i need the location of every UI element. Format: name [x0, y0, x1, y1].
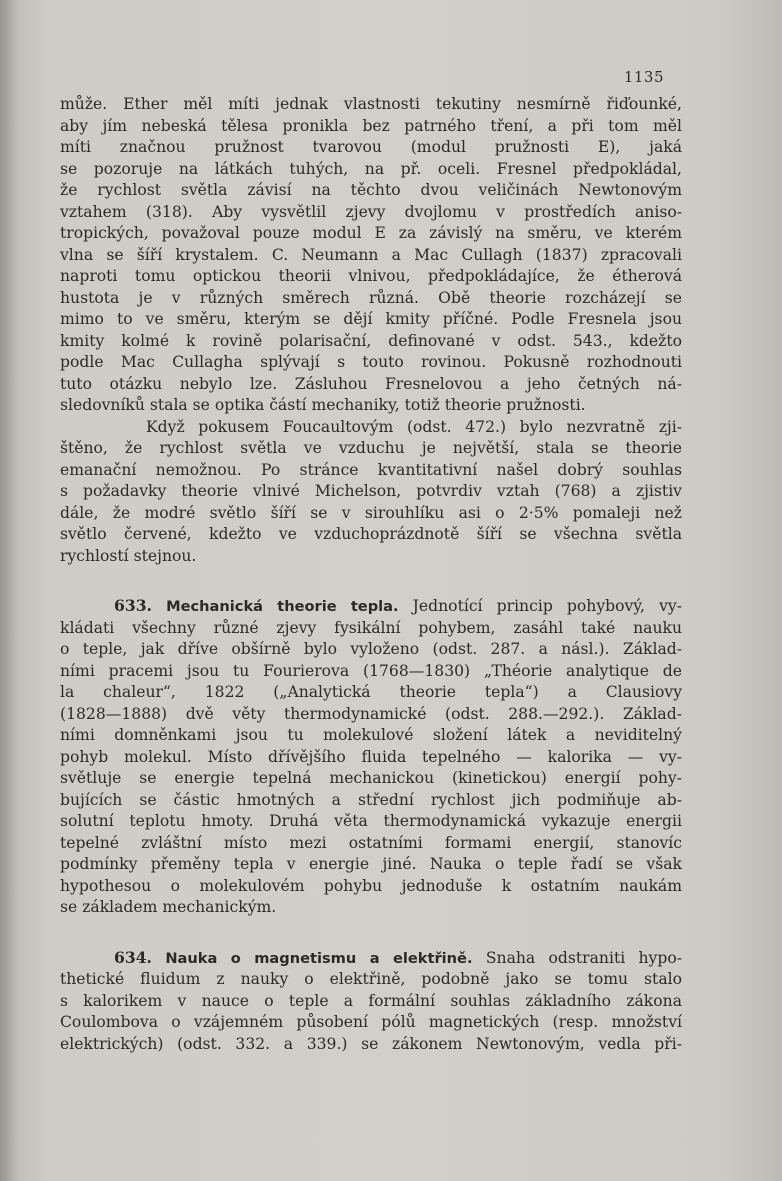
text-line: tuto otázku nebylo lze. Zásluhou Fresnelovou a jeho četných ná-: [60, 374, 682, 393]
text-line: Když pokusem Foucaultovým (odst. 472.) bylo nezvratně zji-: [146, 417, 682, 436]
section-number: 634.: [114, 947, 152, 967]
text-line: že rychlost světla závisí na těchto dvou veličinách Newtonovým: [60, 181, 682, 199]
text-line: pohyb molekul. Místo dřívějšího fluida tepelného — kalorika — vy-: [60, 747, 682, 766]
page-number: 1135: [623, 68, 664, 86]
text-line: hustota je v různých směrech různá. Obě theorie rozcházejí se: [60, 288, 682, 307]
text-line: rychlostí stejnou.: [60, 546, 197, 565]
text-line: kmity kolmé k rovině polarisační, definované v odst. 543., kdežto: [60, 331, 682, 350]
section-heading-line: [60, 947, 682, 970]
text-line: může. Ether měl míti jednak vlastnosti tekutiny nesmírně řiďounké,: [60, 95, 682, 113]
text-line: la chaleur“, 1822 („Analytická theorie tepla“) a Clausiovy: [60, 683, 682, 701]
text-line: s požadavky theorie vlnivé Michelson, potvrdiv vztah (768) a zjistiv: [60, 482, 682, 500]
text-line: ními pracemi jsou tu Fourierova (1768—1830) „Théorie analytique de: [60, 661, 682, 680]
text-line: štěno, že rychlost světla ve vzduchu je největší, stala se theorie: [60, 439, 682, 457]
text-line: Snaha odstraniti hypo-: [485, 948, 683, 967]
section-number: 633.: [114, 596, 152, 615]
page-body: [60, 94, 682, 1055]
text-line: o teple, jak dříve obšírně bylo vyloženo (odst. 287. a násl.). Základ-: [60, 640, 682, 658]
text-line: vlna se šíří krystalem. C. Neumann a Mac Cullagh (1837) zpracovali: [60, 245, 682, 264]
paragraph-ether: [60, 94, 682, 417]
text-line: thetické fluidum z nauky o elektřině, podobně jako se tomu stalo: [60, 970, 682, 988]
text-line: mimo to ve směru, kterým se dějí kmity příčné. Podle Fresnela jsou: [60, 310, 682, 328]
section-title: Nauka o magnetismu a elektřině.: [165, 949, 473, 967]
text-line: aby jím nebeská tělesa pronikla bez patrného tření, a při tom měl: [60, 116, 682, 135]
text-line: emanační nemožnou. Po stránce kvantitativní našel dobrý souhlas: [60, 460, 682, 479]
text-line: podmínky přeměny tepla v energie jiné. Nauka o teple řadí se však: [60, 855, 682, 873]
text-line: vztahem (318). Aby vysvětlil zjevy dvojlomu v prostředích aniso-: [60, 202, 682, 221]
text-line: ními domněnkami jsou tu molekulové složení látek a neviditelný: [60, 726, 682, 744]
text-line: dále, že modré světlo šíří se v sirouhlíku asi o 2·5% pomaleji než: [60, 503, 682, 522]
text-line: s kalorikem v nauce o teple a formální souhlas základního zákona: [60, 991, 682, 1010]
text-line: sledovníků stala se optika částí mechaniky, totiž theorie pružnosti.: [60, 396, 586, 414]
text-line: míti značnou pružnost tvarovou (modul pružnosti E), jaká: [60, 138, 682, 156]
text-line: podle Mac Cullagha splývají s touto rovinou. Pokusně rozhodnouti: [60, 353, 682, 371]
text-line: se základem mechanickým.: [60, 898, 277, 916]
text-line: hypothesou o molekulovém pohybu jednoduše k ostatním naukám: [60, 876, 682, 895]
text-line: (1828—1888) dvě věty thermodynamické (odst. 288.—292.). Základ-: [60, 704, 682, 723]
section-634: [60, 947, 682, 1056]
text-line: kládati všechny různé zjevy fysikální pohybem, zasáhl také nauku: [60, 618, 682, 637]
text-line: se pozoruje na látkách tuhých, na př. oceli. Fresnel předpokládal,: [60, 159, 682, 178]
text-line: elektrických) (odst. 332. a 339.) se zákonem Newtonovým, vedla při-: [60, 1034, 682, 1053]
text-line: tepelné zvláštní místo mezi ostatními formami energií, stanovíc: [60, 833, 682, 852]
text-line: Coulombova o vzájemném působení pólů magnetických (resp. množství: [60, 1013, 682, 1031]
text-line: solutní teplotu hmoty. Druhá věta thermodynamická vykazuje energii: [60, 812, 682, 830]
text-line: naproti tomu optickou theorii vlnivou, předpokládajíce, že étherová: [60, 267, 682, 285]
text-line: tropických, považoval pouze modul E za závislý na směru, ve kterém: [60, 224, 682, 242]
paragraph-foucault: [60, 417, 682, 568]
section-heading-line: [60, 595, 682, 618]
section-633: [60, 595, 682, 919]
text-line: Jednotící princip pohybový, vy-: [412, 597, 682, 615]
spine-shadow: [0, 0, 18, 1181]
text-line: bujících se částic hmotných a střední rychlost jich podmiňuje ab-: [60, 790, 682, 809]
text-line: světlo červené, kdežto ve vzduchoprázdnotě šíří se všechna světla: [60, 525, 682, 543]
section-title: Mechanická theorie tepla.: [166, 598, 399, 615]
text-line: světluje se energie tepelná mechanickou (kinetickou) energií pohy-: [60, 769, 682, 787]
